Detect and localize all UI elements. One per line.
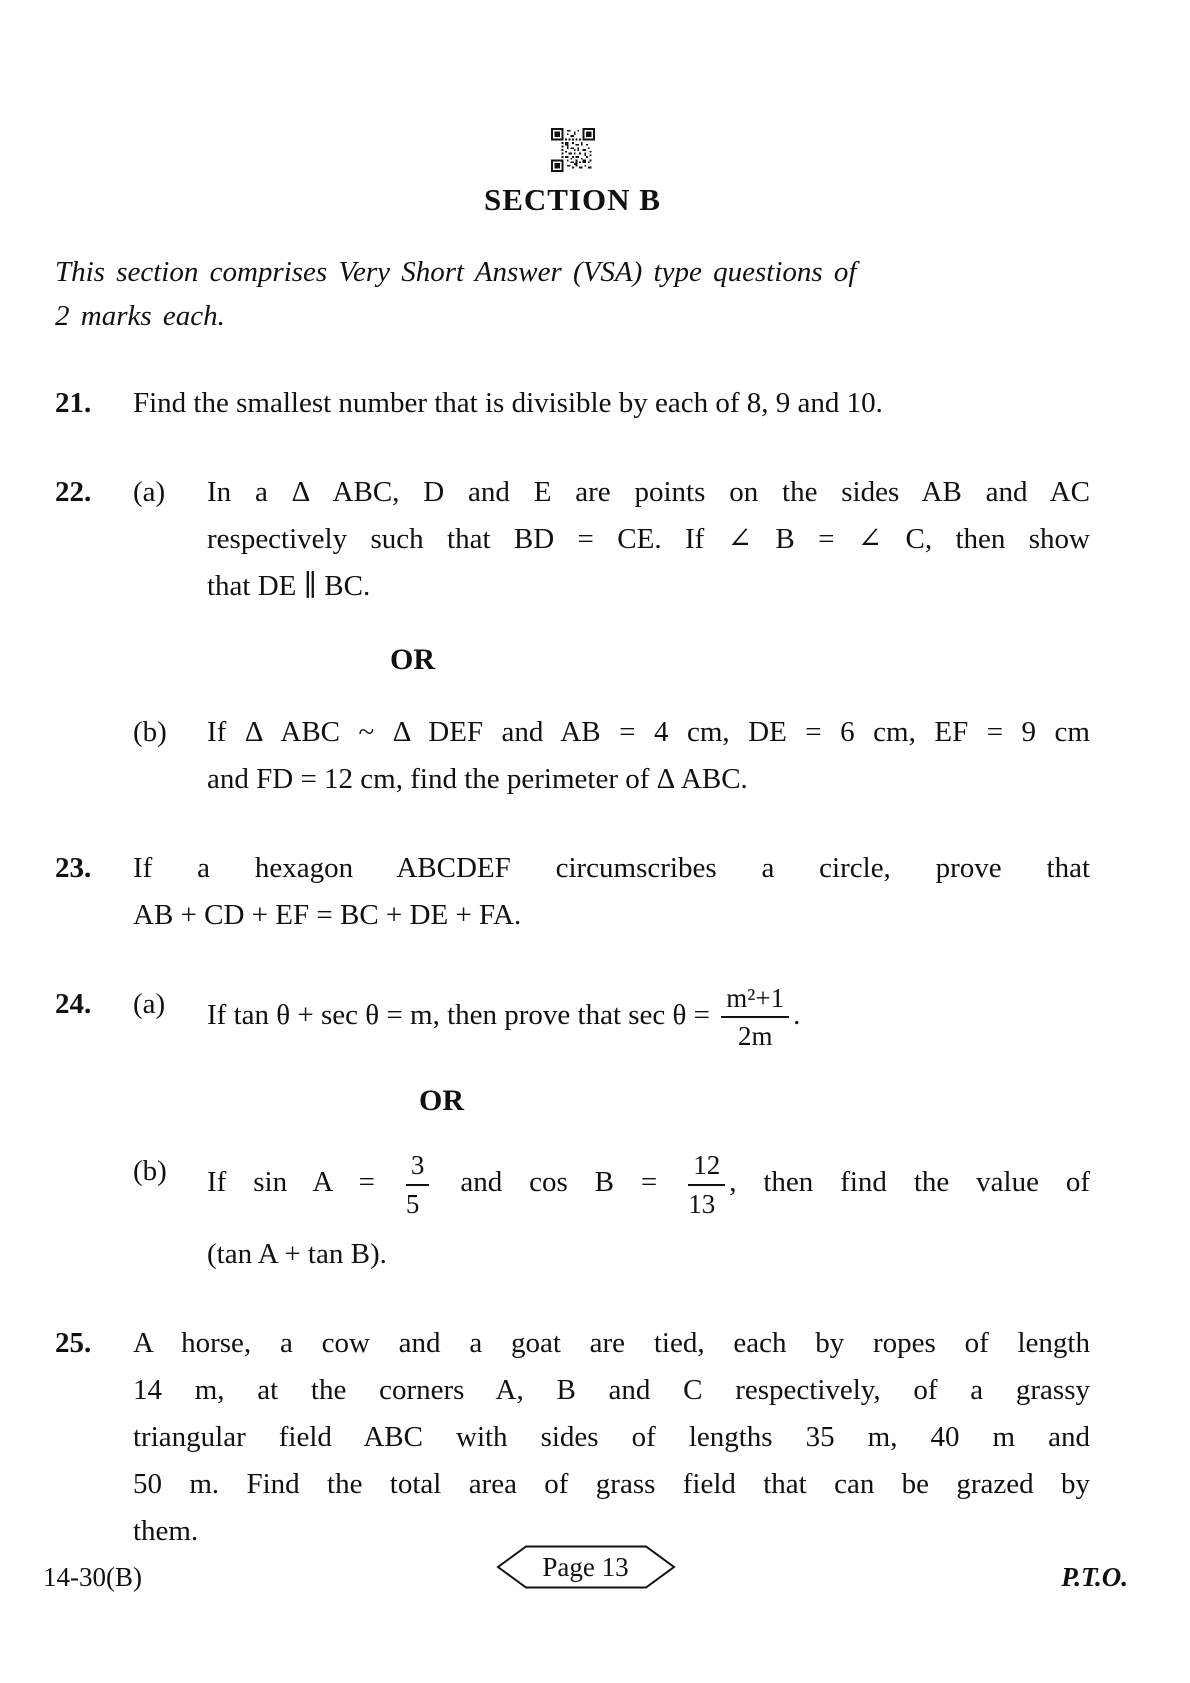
fraction — [719, 983, 791, 1051]
page-number-label: Page 13 — [542, 1551, 629, 1582]
fraction — [404, 1150, 432, 1218]
question-23 — [55, 845, 1090, 939]
question-line: 50 m. Find the total area of grass field that can be grazed by — [133, 1467, 1090, 1500]
question-22-part-b — [133, 709, 1090, 803]
question-line: If Δ ABC ~ Δ DEF and AB = 4 cm, DE = 6 cm, EF = 9 cm — [207, 716, 1090, 748]
fraction-denominator: 2m — [737, 1021, 773, 1052]
question-21 — [55, 380, 1090, 427]
question-line: them. — [133, 1514, 199, 1547]
question-line: triangular field ABC with sides of lengths 35 m, 40 m and — [133, 1420, 1090, 1453]
question-line: A horse, a cow and a goat are tied, each by ropes of length — [133, 1326, 1090, 1359]
section-intro — [55, 250, 1090, 338]
question-line — [207, 1148, 1090, 1220]
question-number: 24. — [55, 988, 92, 1020]
question-number: 23. — [55, 852, 92, 884]
question-number: 25. — [55, 1326, 92, 1359]
qr-code-icon — [551, 128, 595, 172]
question-22 — [55, 469, 1090, 803]
question-24-part-a — [133, 981, 1090, 1053]
question-25 — [55, 1320, 1090, 1555]
question-line — [207, 981, 1090, 1053]
fraction-numerator: 12 — [688, 1150, 725, 1185]
part-text — [207, 981, 1090, 1053]
question-text: Find the smallest number that is divisible by each of 8, 9 and 10. — [133, 387, 883, 419]
page-footer — [43, 1545, 1128, 1609]
question-line: and FD = 12 cm, find the perimeter of Δ ABC. — [207, 763, 748, 795]
part-label: (b) — [133, 716, 167, 748]
question-line: (tan A + tan B). — [207, 1237, 387, 1270]
question-number: 22. — [55, 476, 92, 508]
part-text — [207, 469, 1090, 610]
or-separator: OR — [390, 643, 435, 676]
fraction-numerator: m²+1 — [721, 983, 789, 1018]
question-24 — [55, 981, 1090, 1278]
math-text: If sin A = — [207, 1166, 375, 1199]
fraction-denominator: 5 — [405, 1188, 420, 1219]
intro-line: This section comprises Very Short Answer (VSA) type questions of — [55, 256, 857, 288]
section-title: SECTION B — [484, 182, 661, 217]
question-line: 14 m, at the corners A, B and C respectively, of a grassy — [133, 1373, 1090, 1406]
question-line: In a Δ ABC, D and E are points on the sides AB and AC — [207, 476, 1090, 508]
question-24-part-b — [133, 1148, 1090, 1277]
part-text — [207, 709, 1090, 803]
math-text: . — [793, 998, 801, 1031]
part-label: (a) — [133, 476, 166, 508]
part-text — [207, 1148, 1090, 1277]
page-badge — [496, 1545, 676, 1589]
question-22-part-a — [133, 469, 1090, 610]
question-line: that DE ∥ BC. — [207, 570, 371, 602]
paper-code: 14-30(B) — [43, 1562, 142, 1592]
math-text: If tan θ + sec θ = m, then prove that sec θ = — [207, 998, 711, 1031]
pto-label: P.T.O. — [1061, 1562, 1128, 1592]
question-text — [133, 845, 1090, 939]
fraction — [686, 1150, 727, 1218]
math-text: and cos B = — [460, 1166, 658, 1199]
fraction-numerator: 3 — [406, 1150, 430, 1185]
question-text — [133, 1320, 1090, 1555]
question-number: 21. — [55, 387, 92, 419]
question-line: respectively such that BD = CE. If ∠ B = ∠ C, then show — [207, 523, 1090, 555]
part-label: (a) — [133, 988, 166, 1020]
question-line: If a hexagon ABCDEF circumscribes a circle, prove that — [133, 852, 1090, 884]
fraction-denominator: 13 — [688, 1188, 716, 1219]
math-text: , then find the value of — [729, 1166, 1091, 1199]
question-line: AB + CD + EF = BC + DE + FA. — [133, 899, 522, 931]
part-label: (b) — [133, 1155, 167, 1188]
intro-line: 2 marks each. — [55, 300, 225, 332]
or-separator: OR — [419, 1084, 464, 1118]
